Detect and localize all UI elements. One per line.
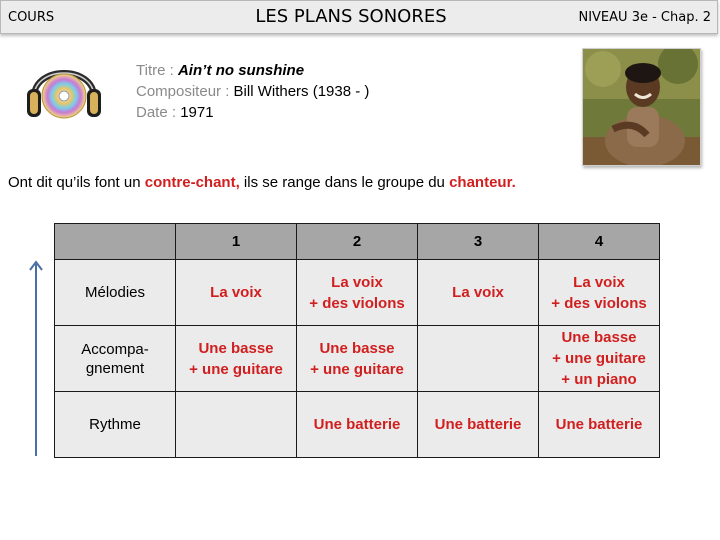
table-cell	[176, 326, 297, 392]
table-cell	[418, 260, 539, 326]
artist-photo-illustration	[583, 49, 700, 165]
sentence-highlight-1: contre-chant,	[144, 174, 240, 191]
sentence-highlight-2: chanteur.	[449, 174, 516, 191]
row-label-line: gnement	[85, 359, 145, 377]
date-value: 1971	[180, 104, 214, 121]
composer-value: Bill Withers (1938 - )	[233, 83, 370, 100]
sound-planes-table	[54, 223, 660, 458]
table-cell	[176, 392, 297, 458]
row-label-line: Mélodies	[84, 284, 146, 301]
cell-line: + une guitare	[189, 360, 283, 378]
table-header-row	[55, 224, 660, 260]
cd-headphones-icon	[24, 51, 104, 131]
composer-line	[136, 81, 369, 102]
cell-line: + des violons	[551, 294, 647, 312]
column-header: 4	[539, 224, 660, 260]
table-cell	[297, 260, 418, 326]
cell-line: + une guitare	[552, 350, 646, 367]
table-cell	[176, 260, 297, 326]
column-header: 1	[176, 224, 297, 260]
artist-photo	[582, 48, 701, 166]
composer-label: Compositeur :	[136, 83, 234, 100]
date-line	[136, 102, 369, 123]
table-cell	[539, 326, 660, 392]
table-cell	[539, 392, 660, 458]
column-header: 2	[297, 224, 418, 260]
cell-line: La voix	[573, 273, 625, 291]
song-info	[136, 60, 369, 123]
column-header: 3	[418, 224, 539, 260]
cell-line: + des violons	[309, 294, 405, 312]
sentence-part-2: ils se range dans le groupe du	[239, 174, 450, 191]
cell-line: Une basse	[198, 339, 274, 357]
cell-line: La voix	[452, 284, 504, 301]
column-header	[55, 224, 176, 260]
slide-title: LES PLANS SONORES	[255, 6, 447, 27]
cell-line: Une batterie	[313, 416, 401, 433]
cell-line: Une batterie	[434, 416, 522, 433]
row-label-line: Accompa-	[81, 340, 149, 358]
cell-line: Une batterie	[555, 416, 643, 433]
row-header	[55, 260, 176, 326]
table-cell	[297, 392, 418, 458]
cell-line: + une guitare	[310, 360, 404, 378]
cell-line: Une basse	[561, 329, 637, 346]
cell-line: La voix	[210, 284, 262, 301]
date-label: Date :	[136, 104, 181, 121]
cell-line: La voix	[331, 273, 383, 291]
header-left-label: COURS	[8, 10, 55, 25]
row-label-line: Rythme	[89, 416, 141, 433]
title-line	[136, 60, 369, 81]
table-row	[55, 326, 660, 392]
table-row	[55, 392, 660, 458]
table-cell	[418, 326, 539, 392]
row-header	[55, 392, 176, 458]
up-arrow-icon	[28, 258, 44, 458]
table-cell	[418, 392, 539, 458]
title-value: Ain’t no sunshine	[177, 62, 305, 79]
row-header	[55, 326, 176, 392]
sentence-part-1: Ont dit qu’ils font un	[8, 174, 145, 191]
cell-line: Une basse	[319, 339, 395, 357]
explanation-sentence	[8, 174, 516, 191]
title-label: Titre :	[136, 62, 178, 79]
table-cell	[297, 326, 418, 392]
header-right-label: NIVEAU 3e - Chap. 2	[578, 10, 711, 25]
cell-line: + un piano	[561, 371, 637, 388]
slide-header	[0, 0, 718, 34]
table-cell	[539, 260, 660, 326]
table-row	[55, 260, 660, 326]
